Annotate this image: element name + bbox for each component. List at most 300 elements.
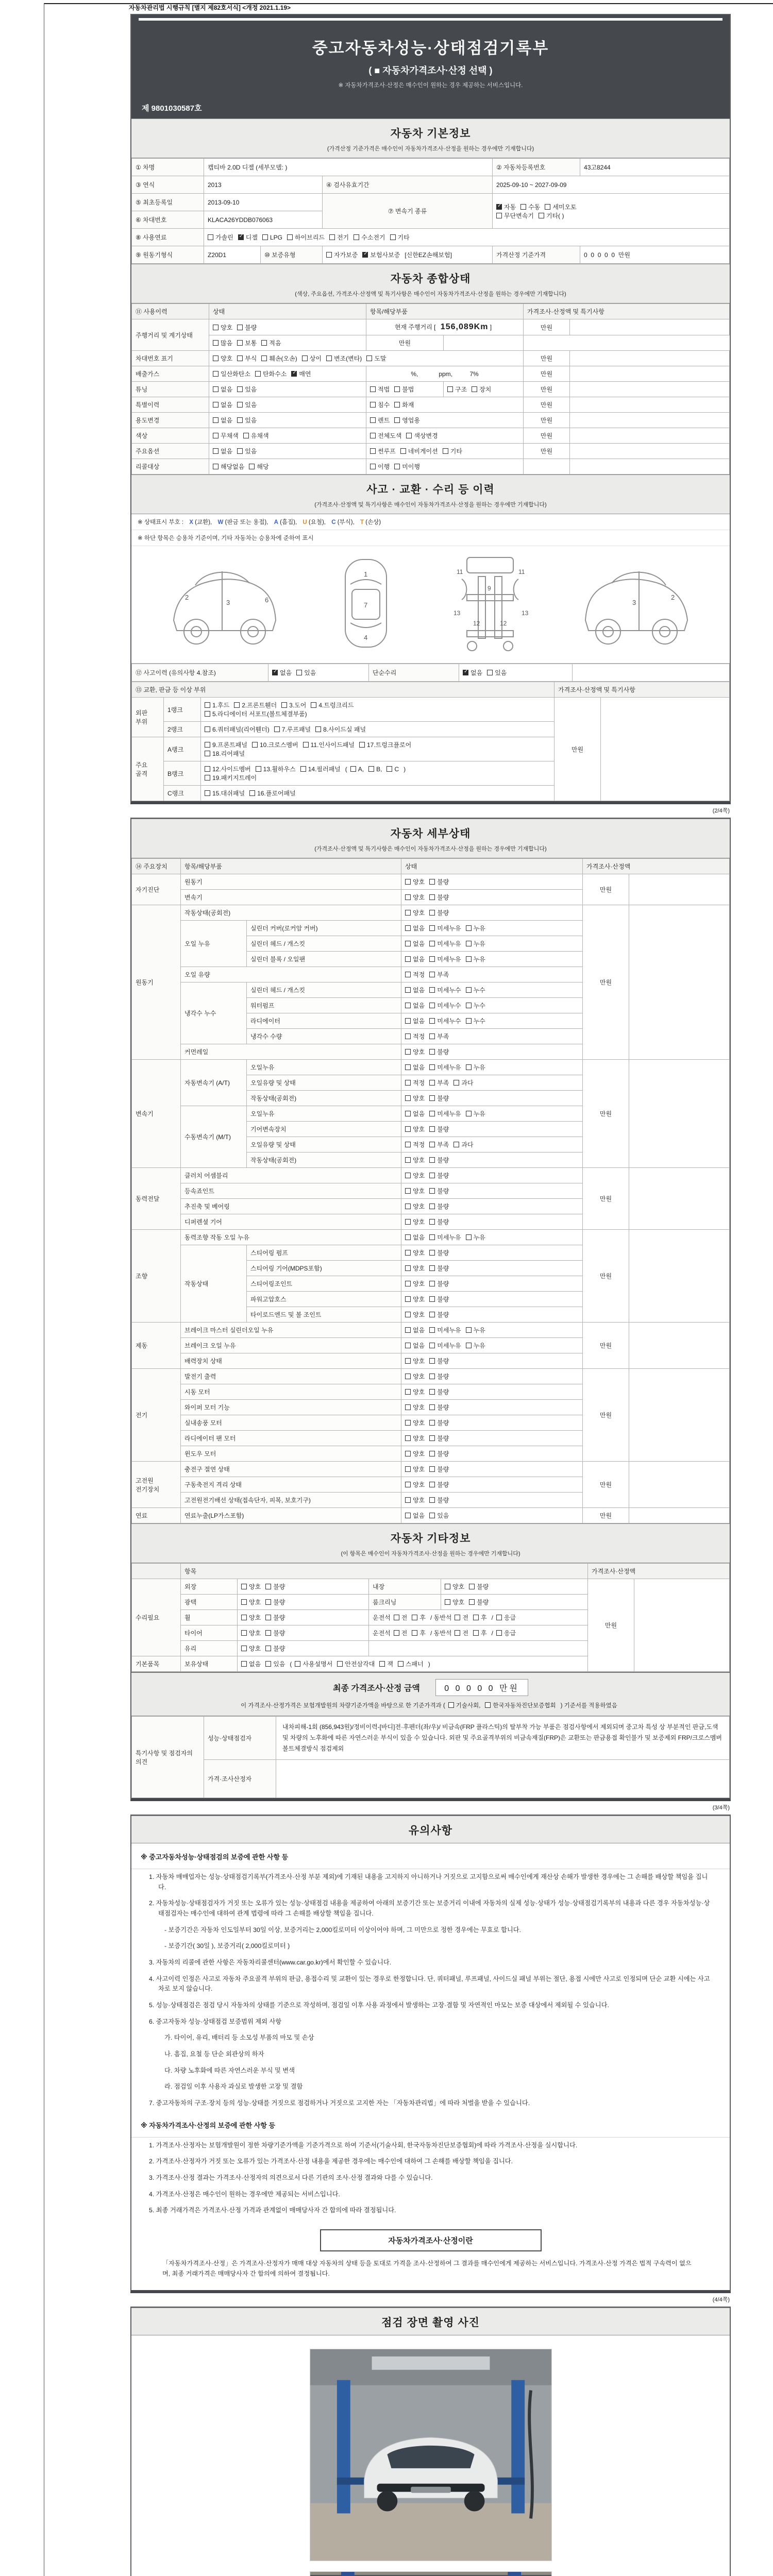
checkbox-icon[interactable] [405, 1296, 411, 1302]
checkbox-icon[interactable] [405, 1327, 411, 1333]
checkbox-option[interactable] [447, 385, 467, 394]
checkbox-icon[interactable] [405, 1018, 411, 1024]
checkbox-icon[interactable] [429, 1281, 435, 1286]
checkbox-option[interactable] [370, 385, 390, 394]
checkbox-icon[interactable] [237, 340, 243, 346]
checkbox-icon[interactable] [405, 956, 411, 962]
checkbox-icon[interactable] [429, 1173, 435, 1178]
checkbox-icon[interactable] [405, 879, 411, 885]
checkbox-option[interactable] [237, 323, 257, 332]
checkbox-option[interactable] [429, 1310, 449, 1319]
checkbox-option[interactable] [337, 1659, 375, 1668]
checkbox-option[interactable] [405, 1109, 425, 1118]
checkbox-icon[interactable] [205, 702, 210, 708]
checkbox-option[interactable] [429, 955, 461, 963]
checkbox-option[interactable] [205, 765, 251, 773]
checkbox-option[interactable] [405, 1140, 425, 1149]
checkbox-option[interactable] [205, 773, 257, 782]
checkbox-option[interactable] [466, 1233, 485, 1242]
checkbox-option[interactable] [520, 202, 540, 211]
checkbox-option[interactable] [429, 1357, 449, 1365]
checkbox-option[interactable] [265, 1644, 285, 1653]
checkbox-icon[interactable] [429, 987, 435, 993]
checkbox-option[interactable] [466, 1016, 485, 1025]
checkbox-icon[interactable] [205, 775, 210, 781]
checkbox-icon[interactable] [405, 1404, 411, 1410]
checkbox-option[interactable] [241, 1644, 261, 1653]
checkbox-option[interactable] [370, 462, 390, 471]
checkbox-option[interactable] [429, 1001, 461, 1010]
checkbox-option[interactable] [429, 1140, 449, 1149]
checkbox-option[interactable] [205, 749, 245, 758]
checkbox-option[interactable] [473, 1613, 487, 1622]
checkbox-icon[interactable] [359, 742, 365, 748]
checkbox-option[interactable] [405, 1465, 425, 1473]
checkbox-icon[interactable] [429, 1204, 435, 1209]
checkbox-option[interactable] [315, 725, 366, 734]
checkbox-option[interactable] [429, 924, 461, 933]
checkbox-icon[interactable] [405, 1250, 411, 1256]
checkbox-icon[interactable] [265, 1584, 271, 1589]
checkbox-option[interactable] [405, 908, 425, 917]
checkbox-icon[interactable] [337, 1661, 343, 1667]
checkbox-icon[interactable] [405, 987, 411, 993]
checkbox-icon[interactable] [370, 386, 376, 392]
checkbox-option[interactable] [429, 1511, 449, 1520]
checkbox-icon[interactable] [243, 433, 249, 438]
checkbox-option[interactable] [405, 1403, 425, 1412]
checkbox-option[interactable] [241, 1613, 261, 1622]
checkbox-option[interactable] [405, 1341, 425, 1350]
checkbox-option[interactable] [463, 668, 482, 677]
checkbox-icon[interactable] [234, 702, 240, 708]
checkbox-option[interactable] [466, 1341, 485, 1350]
checkbox-option[interactable] [213, 338, 232, 347]
checkbox-icon[interactable] [237, 325, 243, 330]
checkbox-option[interactable] [429, 970, 449, 979]
checkbox-option[interactable] [496, 202, 516, 211]
checkbox-option[interactable] [487, 668, 507, 677]
checkbox-option[interactable] [455, 1613, 468, 1622]
checkbox-icon[interactable] [405, 1389, 411, 1395]
checkbox-option[interactable] [405, 1063, 425, 1072]
checkbox-option[interactable] [386, 766, 399, 773]
checkbox-option[interactable] [429, 1295, 449, 1303]
checkbox-icon[interactable] [213, 340, 219, 346]
checkbox-option[interactable] [405, 1016, 425, 1025]
checkbox-option[interactable] [466, 986, 485, 994]
checkbox-icon[interactable] [429, 1451, 435, 1456]
checkbox-option[interactable] [429, 1233, 461, 1242]
checkbox-option[interactable] [379, 1659, 393, 1668]
checkbox-option[interactable] [405, 1156, 425, 1164]
checkbox-option[interactable] [237, 338, 257, 347]
checkbox-option[interactable] [213, 354, 232, 363]
checkbox-checked-icon[interactable] [272, 670, 278, 675]
checkbox-option[interactable] [405, 877, 425, 886]
checkbox-icon[interactable] [412, 1615, 417, 1620]
checkbox-option[interactable] [302, 354, 322, 363]
checkbox-option[interactable] [213, 323, 232, 332]
checkbox-option[interactable] [213, 431, 239, 440]
checkbox-icon[interactable] [429, 1404, 435, 1410]
checkbox-option[interactable] [390, 233, 410, 242]
checkbox-option[interactable] [469, 1598, 489, 1606]
checkbox-option[interactable] [311, 701, 354, 709]
checkbox-option[interactable] [237, 416, 257, 425]
checkbox-option[interactable] [429, 1480, 449, 1489]
checkbox-icon[interactable] [429, 1188, 435, 1194]
checkbox-option[interactable] [429, 1465, 449, 1473]
checkbox-option[interactable] [368, 766, 382, 773]
checkbox-icon[interactable] [429, 1374, 435, 1379]
checkbox-option[interactable] [370, 416, 390, 425]
checkbox-option[interactable] [466, 1326, 485, 1334]
checkbox-option[interactable] [262, 234, 282, 241]
checkbox-icon[interactable] [405, 1281, 411, 1286]
checkbox-icon[interactable] [429, 1358, 435, 1364]
checkbox-icon[interactable] [405, 1080, 411, 1086]
checkbox-option[interactable] [265, 1659, 285, 1668]
checkbox-option[interactable] [412, 1613, 426, 1622]
checkbox-option[interactable] [326, 354, 362, 363]
checkbox-option[interactable] [405, 1310, 425, 1319]
checkbox-option[interactable] [429, 1171, 449, 1180]
checkbox-icon[interactable] [429, 879, 435, 885]
checkbox-icon[interactable] [487, 670, 493, 675]
checkbox-icon[interactable] [453, 1142, 459, 1147]
checkbox-option[interactable] [405, 1449, 425, 1458]
checkbox-icon[interactable] [466, 1111, 472, 1116]
checkbox-icon[interactable] [370, 402, 376, 408]
checkbox-option[interactable] [429, 1109, 461, 1118]
checkbox-option[interactable] [496, 211, 534, 220]
checkbox-icon[interactable] [429, 956, 435, 962]
checkbox-icon[interactable] [445, 1584, 450, 1589]
checkbox-icon[interactable] [405, 1358, 411, 1364]
checkbox-option[interactable] [398, 1659, 424, 1668]
checkbox-icon[interactable] [213, 448, 219, 454]
checkbox-icon[interactable] [262, 234, 268, 240]
checkbox-icon[interactable] [429, 1111, 435, 1116]
checkbox-icon[interactable] [429, 1018, 435, 1024]
checkbox-option[interactable] [370, 447, 396, 455]
checkbox-option[interactable] [405, 1357, 425, 1365]
checkbox-option[interactable] [241, 1659, 261, 1668]
checkbox-icon[interactable] [354, 234, 359, 240]
checkbox-icon[interactable] [429, 1296, 435, 1302]
checkbox-icon[interactable] [429, 1003, 435, 1008]
checkbox-icon[interactable] [429, 1219, 435, 1225]
checkbox-option[interactable] [394, 1613, 408, 1622]
checkbox-option[interactable] [429, 1063, 461, 1072]
checkbox-icon[interactable] [429, 1312, 435, 1317]
checkbox-icon[interactable] [405, 1049, 411, 1055]
checkbox-icon[interactable] [252, 742, 258, 748]
checkbox-option[interactable] [545, 202, 576, 211]
checkbox-option[interactable] [274, 725, 311, 734]
checkbox-option[interactable] [429, 1202, 449, 1211]
checkbox-option[interactable] [429, 877, 449, 886]
checkbox-icon[interactable] [213, 325, 219, 330]
checkbox-icon[interactable] [453, 1080, 459, 1086]
checkbox-icon[interactable] [466, 941, 472, 946]
checkbox-icon[interactable] [326, 252, 332, 258]
checkbox-icon[interactable] [350, 766, 356, 772]
checkbox-option[interactable] [429, 1341, 461, 1350]
checkbox-icon[interactable] [241, 1661, 247, 1667]
checkbox-icon[interactable] [241, 1646, 247, 1651]
checkbox-option[interactable] [429, 1496, 449, 1504]
checkbox-option[interactable] [205, 701, 229, 709]
checkbox-icon[interactable] [287, 234, 293, 240]
checkbox-option[interactable] [405, 1171, 425, 1180]
checkbox-icon[interactable] [237, 402, 243, 408]
checkbox-option[interactable] [455, 1629, 468, 1637]
checkbox-icon[interactable] [406, 433, 412, 438]
checkbox-option[interactable] [255, 369, 287, 378]
checkbox-icon[interactable] [405, 1111, 411, 1116]
checkbox-icon[interactable] [405, 1003, 411, 1008]
checkbox-option[interactable] [366, 354, 386, 363]
checkbox-option[interactable] [429, 1156, 449, 1164]
checkbox-checked-icon[interactable] [238, 234, 244, 240]
checkbox-option[interactable] [265, 1629, 285, 1637]
checkbox-option[interactable] [205, 709, 307, 718]
checkbox-icon[interactable] [265, 1646, 271, 1651]
checkbox-icon[interactable] [405, 1234, 411, 1240]
checkbox-icon[interactable] [394, 417, 400, 423]
checkbox-icon[interactable] [466, 1327, 472, 1333]
checkbox-option[interactable] [370, 431, 401, 440]
checkbox-icon[interactable] [545, 204, 550, 210]
checkbox-option[interactable] [466, 1109, 485, 1118]
checkbox-icon[interactable] [329, 234, 335, 240]
checkbox-option[interactable] [466, 1001, 485, 1010]
checkbox-icon[interactable] [429, 1497, 435, 1503]
checkbox-option[interactable] [350, 766, 364, 773]
checkbox-icon[interactable] [405, 941, 411, 946]
checkbox-icon[interactable] [379, 1661, 385, 1667]
checkbox-icon[interactable] [265, 1599, 271, 1605]
checkbox-icon[interactable] [429, 1064, 435, 1070]
checkbox-option[interactable] [496, 1613, 516, 1622]
checkbox-icon[interactable] [237, 448, 243, 454]
checkbox-option[interactable] [405, 1001, 425, 1010]
checkbox-icon[interactable] [429, 1033, 435, 1039]
checkbox-option[interactable] [405, 1511, 425, 1520]
checkbox-option[interactable] [208, 233, 233, 242]
checkbox-icon[interactable] [303, 742, 309, 748]
checkbox-option[interactable] [405, 1434, 425, 1443]
checkbox-option[interactable] [405, 1078, 425, 1087]
checkbox-icon[interactable] [429, 1466, 435, 1472]
checkbox-option[interactable] [448, 1701, 481, 1709]
checkbox-icon[interactable] [443, 448, 448, 454]
checkbox-checked-icon[interactable] [496, 204, 502, 210]
checkbox-icon[interactable] [326, 355, 332, 361]
checkbox-option[interactable] [473, 1629, 487, 1637]
checkbox-icon[interactable] [405, 1497, 411, 1503]
checkbox-option[interactable] [429, 1047, 449, 1056]
checkbox-icon[interactable] [296, 670, 302, 675]
checkbox-icon[interactable] [370, 433, 376, 438]
checkbox-icon[interactable] [398, 1661, 404, 1667]
checkbox-option[interactable] [370, 400, 390, 409]
checkbox-option[interactable] [405, 1094, 425, 1103]
checkbox-option[interactable] [243, 431, 269, 440]
checkbox-icon[interactable] [472, 386, 477, 392]
checkbox-icon[interactable] [429, 1327, 435, 1333]
checkbox-icon[interactable] [400, 448, 406, 454]
checkbox-checked-icon[interactable] [291, 371, 297, 377]
checkbox-icon[interactable] [429, 1389, 435, 1395]
checkbox-option[interactable] [429, 1326, 461, 1334]
checkbox-option[interactable] [443, 447, 462, 455]
checkbox-option[interactable] [237, 447, 257, 455]
checkbox-option[interactable] [429, 1248, 449, 1257]
checkbox-option[interactable] [429, 1403, 449, 1412]
checkbox-icon[interactable] [213, 464, 219, 469]
checkbox-option[interactable] [303, 740, 355, 749]
checkbox-option[interactable] [252, 740, 298, 749]
checkbox-option[interactable] [326, 250, 358, 259]
checkbox-option[interactable] [429, 1187, 449, 1195]
checkbox-option[interactable] [405, 1496, 425, 1504]
checkbox-option[interactable] [466, 939, 485, 948]
checkbox-icon[interactable] [394, 402, 400, 408]
checkbox-icon[interactable] [429, 1482, 435, 1487]
checkbox-option[interactable] [466, 924, 485, 933]
checkbox-option[interactable] [296, 668, 316, 677]
checkbox-icon[interactable] [429, 1126, 435, 1132]
checkbox-option[interactable] [405, 939, 425, 948]
checkbox-icon[interactable] [429, 972, 435, 977]
checkbox-icon[interactable] [405, 1343, 411, 1348]
checkbox-option[interactable] [445, 1598, 464, 1606]
checkbox-option[interactable] [213, 447, 232, 455]
checkbox-option[interactable] [394, 416, 420, 425]
checkbox-option[interactable] [429, 1264, 449, 1273]
checkbox-icon[interactable] [237, 386, 243, 392]
checkbox-icon[interactable] [469, 1584, 475, 1589]
checkbox-icon[interactable] [429, 925, 435, 931]
checkbox-icon[interactable] [445, 1599, 450, 1605]
checkbox-option[interactable] [213, 400, 232, 409]
checkbox-icon[interactable] [281, 702, 287, 708]
checkbox-icon[interactable] [429, 1420, 435, 1426]
checkbox-icon[interactable] [311, 702, 316, 708]
checkbox-option[interactable] [405, 1326, 425, 1334]
checkbox-option[interactable] [205, 740, 247, 749]
checkbox-icon[interactable] [405, 972, 411, 977]
checkbox-option[interactable] [429, 1449, 449, 1458]
checkbox-option[interactable] [329, 233, 349, 242]
checkbox-option[interactable] [213, 416, 232, 425]
checkbox-option[interactable] [429, 1094, 449, 1103]
checkbox-icon[interactable] [205, 790, 210, 796]
checkbox-icon[interactable] [315, 726, 321, 732]
checkbox-option[interactable] [265, 1613, 285, 1622]
checkbox-option[interactable] [241, 1582, 261, 1591]
checkbox-icon[interactable] [429, 1265, 435, 1271]
checkbox-option[interactable] [354, 233, 385, 242]
checkbox-icon[interactable] [300, 766, 306, 772]
checkbox-icon[interactable] [429, 1142, 435, 1147]
checkbox-icon[interactable] [213, 371, 219, 377]
checkbox-icon[interactable] [241, 1630, 247, 1636]
checkbox-icon[interactable] [213, 433, 219, 438]
checkbox-option[interactable] [405, 1295, 425, 1303]
checkbox-icon[interactable] [256, 766, 261, 772]
checkbox-icon[interactable] [405, 1033, 411, 1039]
checkbox-option[interactable] [394, 385, 414, 394]
checkbox-option[interactable] [237, 400, 257, 409]
checkbox-icon[interactable] [466, 1234, 472, 1240]
checkbox-icon[interactable] [265, 1615, 271, 1620]
checkbox-option[interactable] [405, 1202, 425, 1211]
checkbox-option[interactable] [405, 893, 425, 902]
checkbox-icon[interactable] [429, 1157, 435, 1163]
checkbox-icon[interactable] [466, 1064, 472, 1070]
checkbox-option[interactable] [405, 1233, 425, 1242]
checkbox-checked-icon[interactable] [362, 252, 368, 258]
checkbox-option[interactable] [241, 1629, 261, 1637]
checkbox-option[interactable] [405, 1217, 425, 1226]
checkbox-option[interactable] [405, 955, 425, 963]
checkbox-option[interactable] [394, 400, 414, 409]
checkbox-option[interactable] [234, 701, 277, 709]
checkbox-option[interactable] [287, 233, 325, 242]
checkbox-icon[interactable] [370, 464, 376, 469]
checkbox-icon[interactable] [249, 790, 255, 796]
checkbox-icon[interactable] [473, 1630, 479, 1636]
checkbox-icon[interactable] [405, 1219, 411, 1225]
checkbox-option[interactable] [237, 354, 257, 363]
checkbox-icon[interactable] [390, 234, 396, 240]
checkbox-icon[interactable] [496, 213, 502, 218]
checkbox-option[interactable] [281, 701, 306, 709]
checkbox-option[interactable] [429, 1016, 461, 1025]
checkbox-icon[interactable] [370, 448, 376, 454]
checkbox-icon[interactable] [405, 1095, 411, 1101]
checkbox-option[interactable] [213, 462, 244, 471]
checkbox-option[interactable] [466, 1063, 485, 1072]
checkbox-option[interactable] [429, 986, 461, 994]
checkbox-icon[interactable] [208, 234, 213, 240]
checkbox-option[interactable] [400, 447, 438, 455]
checkbox-icon[interactable] [466, 956, 472, 962]
checkbox-icon[interactable] [520, 204, 526, 210]
checkbox-icon[interactable] [405, 1188, 411, 1194]
checkbox-option[interactable] [429, 893, 449, 902]
checkbox-option[interactable] [261, 354, 297, 363]
checkbox-icon[interactable] [405, 1157, 411, 1163]
checkbox-icon[interactable] [249, 464, 255, 469]
checkbox-option[interactable] [406, 431, 438, 440]
checkbox-icon[interactable] [466, 1003, 472, 1008]
checkbox-icon[interactable] [466, 987, 472, 993]
checkbox-option[interactable] [405, 1125, 425, 1133]
checkbox-option[interactable] [213, 385, 232, 394]
checkbox-icon[interactable] [241, 1615, 247, 1620]
checkbox-icon[interactable] [405, 1204, 411, 1209]
checkbox-option[interactable] [539, 211, 564, 220]
checkbox-option[interactable] [362, 250, 400, 259]
checkbox-icon[interactable] [405, 1451, 411, 1456]
checkbox-option[interactable] [261, 338, 281, 347]
checkbox-option[interactable] [265, 1598, 285, 1606]
